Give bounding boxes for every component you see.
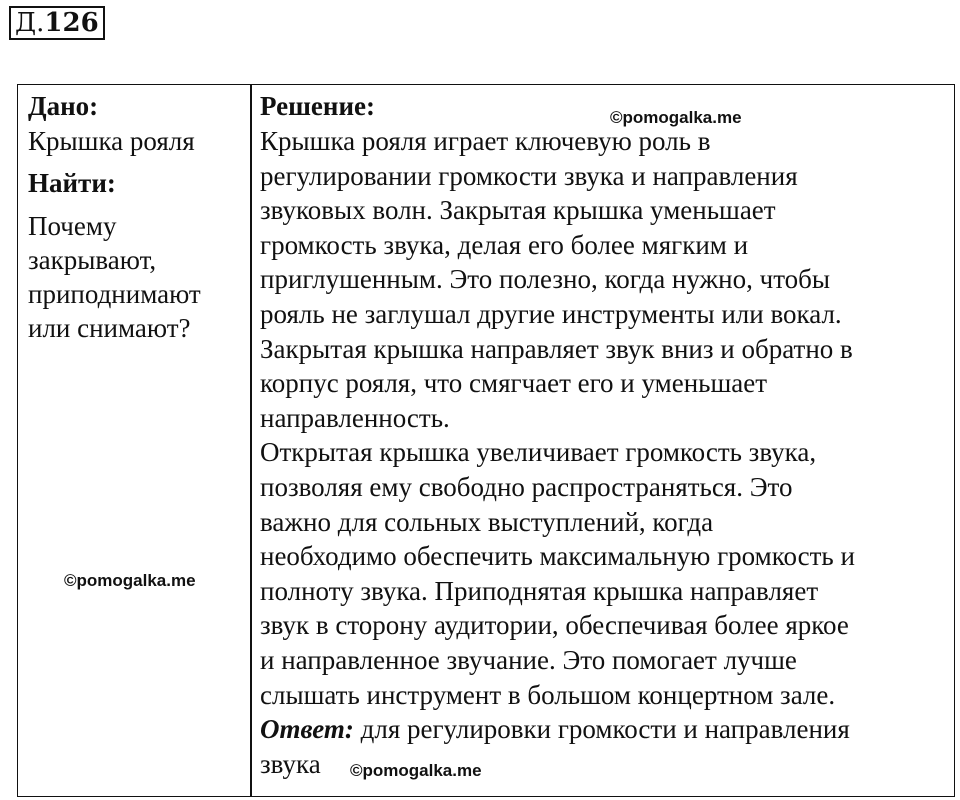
- solution-line: Открытая крышка увеличивает громкость звука,: [260, 437, 817, 468]
- task-prefix: Д.: [15, 8, 45, 38]
- solution-line: позволяя ему свободно распространяться. Это: [260, 471, 793, 502]
- solution-line: необходимо обеспечить максимальную громкость и: [260, 541, 855, 572]
- solution-line: и направленное звучание. Это помогает лучше: [260, 644, 797, 675]
- watermark: ©pomogalka.me: [64, 571, 196, 590]
- question-line: приподнимают: [28, 279, 201, 309]
- solution-heading: Решение:: [260, 91, 375, 121]
- watermark: ©pomogalka.me: [350, 761, 482, 780]
- answer-text: для регулировки громкости и направления: [353, 714, 850, 745]
- given-item: Крышка рояля: [28, 126, 195, 156]
- solution-line: звук в сторону аудитории, обеспечивая более яркое: [260, 610, 849, 641]
- solution-line: регулировании громкости звука и направления: [260, 160, 798, 191]
- answer-line-2: звука: [260, 748, 321, 779]
- answer-label: Ответ:: [260, 714, 354, 745]
- question-line: Почему: [28, 211, 117, 241]
- column-divider: [250, 84, 252, 797]
- solution-line: направленность.: [260, 402, 450, 433]
- find-heading: Найти:: [28, 168, 116, 198]
- task-number-badge: [9, 6, 105, 40]
- solution-line: полноту звука. Приподнятая крышка направляет: [260, 575, 819, 606]
- solution-line: слышать инструмент в большом концертном зале.: [260, 679, 836, 710]
- solution-line: рояль не заглушал другие инструменты или вокал.: [260, 298, 842, 329]
- solution-line: корпус рояля, что смягчает его и уменьшает: [260, 368, 768, 399]
- question-line: или снимают?: [28, 313, 191, 343]
- task-number: 126: [44, 8, 99, 38]
- solution-line: громкость звука, делая его более мягким и: [260, 229, 749, 260]
- solution-line: важно для сольных выступлений, когда: [260, 506, 714, 537]
- question-line: закрывают,: [28, 245, 157, 275]
- given-heading: Дано:: [28, 91, 99, 121]
- question-text: [28, 209, 243, 345]
- solution-line: приглушенным. Это полезно, когда нужно, чтобы: [260, 264, 831, 295]
- watermark: ©pomogalka.me: [610, 108, 742, 127]
- solution-column: [260, 88, 950, 781]
- solution-line: Закрытая крышка направляет звук вниз и обратно в: [260, 333, 853, 364]
- answer-line: [260, 712, 950, 747]
- solution-line: Крышка рояля играет ключевую роль в: [260, 126, 711, 156]
- given-column: [28, 88, 243, 345]
- solution-line: звуковых волн. Закрытая крышка уменьшает: [260, 195, 776, 226]
